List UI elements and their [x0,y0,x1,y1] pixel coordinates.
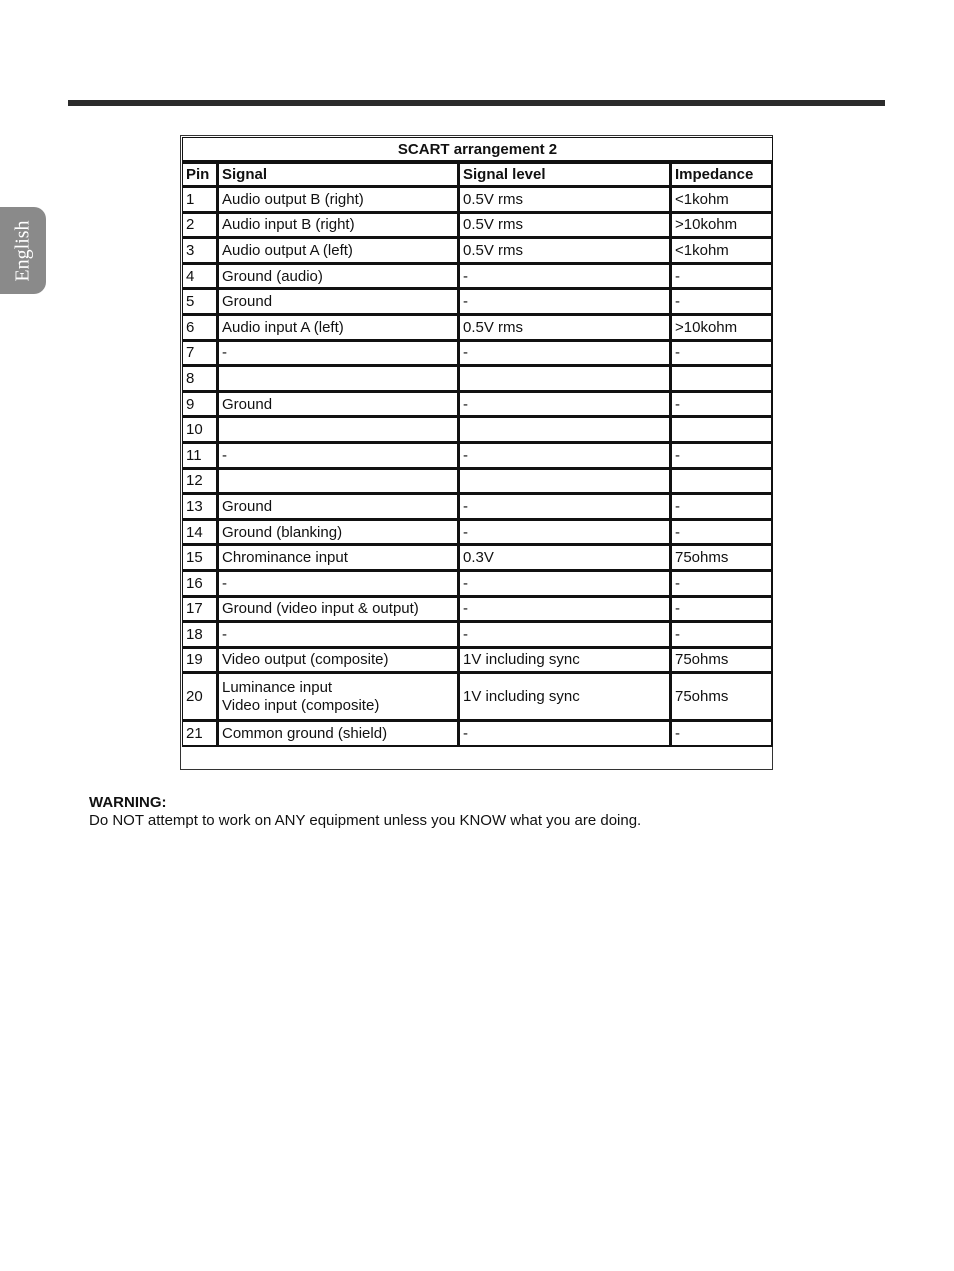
cell-signal: Ground [218,494,459,520]
table-header-row [182,162,773,187]
table-row [182,264,773,290]
cell-impedance: <1kohm [671,187,773,213]
cell-signal: Ground (video input & output) [218,597,459,623]
cell-pin: 8 [182,366,218,392]
cell-signal: Video output (composite) [218,648,459,674]
table-row [182,520,773,546]
cell-signal-level [459,366,671,392]
cell-signal-level: - [459,571,671,597]
cell-impedance: - [671,264,773,290]
cell-signal-level: - [459,289,671,315]
table-title: SCART arrangement 2 [182,137,773,162]
cell-signal-level [459,469,671,495]
cell-signal [218,417,459,443]
table-row [182,648,773,674]
cell-pin: 5 [182,289,218,315]
cell-impedance: >10kohm [671,213,773,239]
table-row [182,238,773,264]
cell-signal-level: - [459,520,671,546]
cell-impedance: <1kohm [671,238,773,264]
cell-impedance: 75ohms [671,545,773,571]
cell-signal-level: - [459,622,671,648]
language-tab [0,207,46,294]
cell-signal: Luminance input Video input (composite) [218,673,459,721]
table-body [182,187,773,747]
cell-pin: 9 [182,392,218,418]
cell-signal-level: 1V including sync [459,648,671,674]
table-row [182,417,773,443]
cell-signal [218,469,459,495]
table-row [182,341,773,367]
table-row [182,494,773,520]
cell-signal-level [459,417,671,443]
table-row [182,289,773,315]
cell-pin: 18 [182,622,218,648]
table-row [182,187,773,213]
cell-pin: 2 [182,213,218,239]
cell-impedance: - [671,443,773,469]
cell-impedance: - [671,721,773,747]
cell-signal: Audio output A (left) [218,238,459,264]
cell-signal-level: - [459,264,671,290]
cell-signal-level: 0.3V [459,545,671,571]
language-tab-label: English [11,220,34,282]
cell-signal-level: 0.5V rms [459,238,671,264]
cell-pin: 4 [182,264,218,290]
cell-signal-level: - [459,597,671,623]
column-header-signal-level: Signal level [459,162,671,187]
table-row [182,213,773,239]
cell-signal-level: - [459,341,671,367]
cell-pin: 11 [182,443,218,469]
cell-signal: Audio output B (right) [218,187,459,213]
cell-signal-level: - [459,443,671,469]
cell-signal [218,366,459,392]
top-divider-rule [68,100,885,106]
cell-pin: 15 [182,545,218,571]
table-row [182,622,773,648]
cell-impedance: - [671,520,773,546]
cell-pin: 19 [182,648,218,674]
cell-pin: 1 [182,187,218,213]
cell-signal: - [218,443,459,469]
cell-signal: Ground (blanking) [218,520,459,546]
cell-impedance [671,469,773,495]
cell-impedance: - [671,341,773,367]
column-header-signal: Signal [218,162,459,187]
cell-impedance: - [671,597,773,623]
cell-pin: 21 [182,721,218,747]
scart-table-frame [180,135,773,770]
column-header-impedance: Impedance [671,162,773,187]
cell-pin: 7 [182,341,218,367]
cell-signal: Audio input B (right) [218,213,459,239]
cell-signal: Common ground (shield) [218,721,459,747]
cell-pin: 17 [182,597,218,623]
cell-signal: Audio input A (left) [218,315,459,341]
cell-signal-level: 0.5V rms [459,315,671,341]
cell-pin: 16 [182,571,218,597]
cell-signal: Ground [218,392,459,418]
cell-impedance [671,366,773,392]
cell-pin: 10 [182,417,218,443]
table-row [182,392,773,418]
cell-signal-level: - [459,392,671,418]
cell-signal: - [218,571,459,597]
cell-signal-level: - [459,494,671,520]
column-header-pin: Pin [182,162,218,187]
table-row [182,366,773,392]
cell-signal: - [218,622,459,648]
warning-title: WARNING: [89,794,167,811]
table-row [182,443,773,469]
table-row [182,597,773,623]
cell-signal: Ground [218,289,459,315]
cell-signal: Chrominance input [218,545,459,571]
table-row [182,673,773,721]
warning-text: Do NOT attempt to work on ANY equipment unless you KNOW what you are doing. [89,812,642,829]
cell-pin: 14 [182,520,218,546]
table-row [182,469,773,495]
cell-impedance [671,417,773,443]
cell-signal: - [218,341,459,367]
cell-signal-level: - [459,721,671,747]
warning-note [89,794,641,830]
cell-impedance: - [671,622,773,648]
cell-impedance: - [671,494,773,520]
table-row [182,571,773,597]
cell-signal-level: 1V including sync [459,673,671,721]
cell-impedance: 75ohms [671,673,773,721]
cell-signal: Ground (audio) [218,264,459,290]
scart-table [182,137,773,747]
cell-pin: 3 [182,238,218,264]
table-row [182,721,773,747]
cell-impedance: 75ohms [671,648,773,674]
cell-signal-level: 0.5V rms [459,213,671,239]
table-row [182,545,773,571]
cell-pin: 13 [182,494,218,520]
cell-pin: 20 [182,673,218,721]
cell-pin: 12 [182,469,218,495]
cell-impedance: - [671,392,773,418]
table-row [182,315,773,341]
cell-signal-level: 0.5V rms [459,187,671,213]
cell-impedance: - [671,289,773,315]
cell-pin: 6 [182,315,218,341]
cell-impedance: - [671,571,773,597]
cell-impedance: >10kohm [671,315,773,341]
